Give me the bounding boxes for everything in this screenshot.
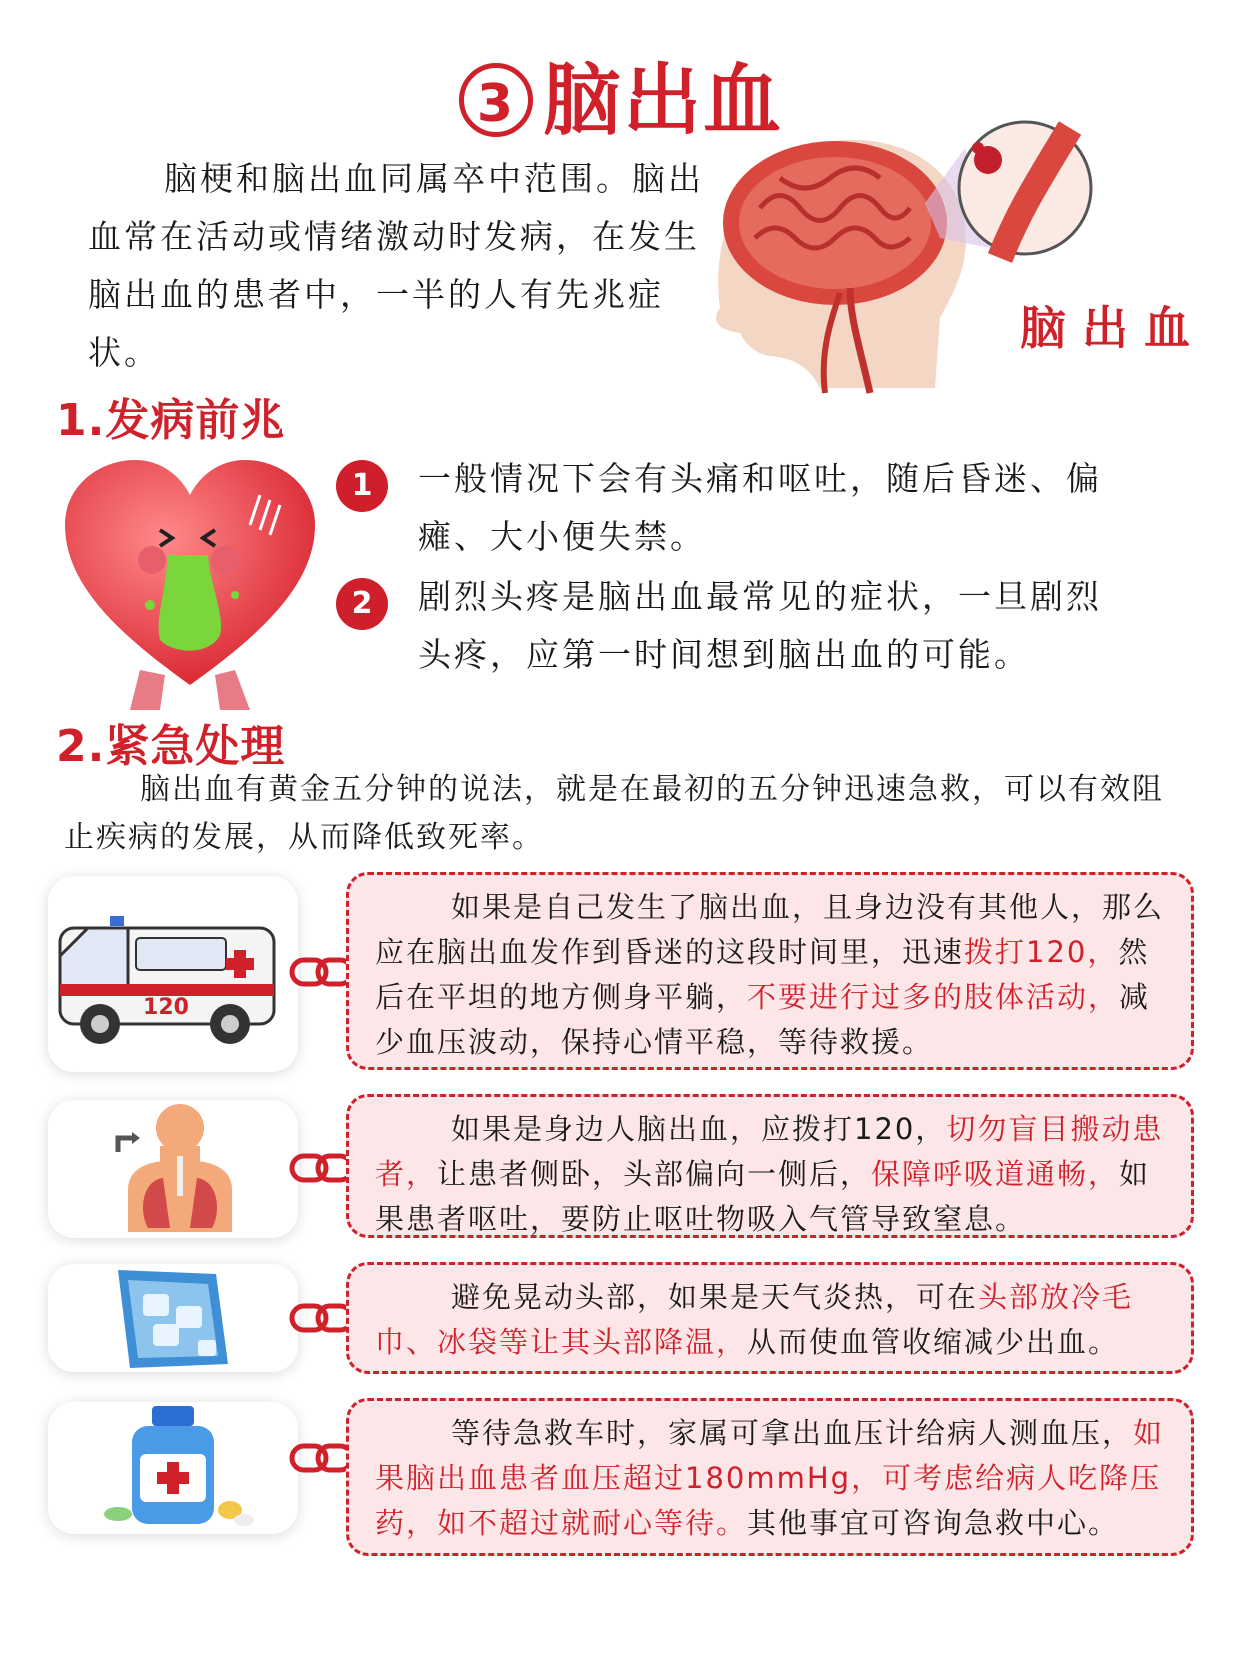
symptom-item-2: [336, 568, 1136, 684]
action-text-part: 减少血压波动，保持心情平稳，等待救援。: [375, 980, 1151, 1059]
ambulance-card: [48, 876, 298, 1072]
airway-lungs-icon: [48, 1100, 298, 1238]
action-box-1: [346, 872, 1194, 1070]
action-text-highlight: 如果脑出血患者血压超过180mmHg，可考虑给病人吃降压药，如不超过就耐心等待。: [375, 1416, 1165, 1540]
ambulance-icon: [48, 876, 298, 1072]
action-text-part: 如果是身边人脑出血，应拨打120，: [451, 1112, 947, 1146]
action-text-highlight: 保障呼吸道通畅，: [871, 1157, 1120, 1191]
intro-paragraph: 脑梗和脑出血同属卒中范围。脑出血常在活动或情绪激动时发病，在发生脑出血的患者中，一半的人有先兆症状。: [88, 159, 704, 372]
action-box-3: [346, 1262, 1194, 1374]
action-text-part: 其他事宜可咨询急救中心。: [747, 1506, 1120, 1540]
title-number-badge: 3: [459, 63, 533, 137]
symptom-number-badge: 2: [336, 578, 388, 630]
section2-intro: 脑出血有黄金五分钟的说法，就是在最初的五分钟迅速急救，可以有效阻止疾病的发展，从而降低致死率。: [64, 772, 1164, 855]
action-text-highlight: 不要进行过多的肢体活动，: [747, 980, 1120, 1014]
symptom-item-1: [336, 450, 1136, 566]
symptom-text: 剧烈头疼是脑出血最常见的症状，一旦剧烈头疼，应第一时间想到脑出血的可能。: [418, 577, 1102, 674]
action-box-2: [346, 1094, 1194, 1238]
action-box-4: [346, 1398, 1194, 1556]
ice-bag-card: [48, 1264, 298, 1372]
action-text-part: 避免晃动头部，如果是天气炎热，可在: [451, 1280, 979, 1314]
vomiting-heart-icon: [60, 455, 320, 715]
brain-illustration-label: 脑出血: [1020, 301, 1206, 355]
title-text: 脑出血: [542, 56, 783, 146]
action-text-part: 如果是自己发生了脑出血，且身边没有其他人，那么应在脑出血发作到昏迷的这段时间里，迅速: [375, 890, 1165, 969]
symptom-text: 一般情况下会有头痛和呕吐，随后昏迷、偏瘫、大小便失禁。: [418, 459, 1102, 556]
action-text-highlight: 切勿盲目搬动患者，: [375, 1112, 1164, 1191]
action-text-part: 让患者侧卧，头部偏向一侧后，: [437, 1157, 872, 1191]
section2-heading: 2.紧急处理: [56, 721, 286, 772]
action-text-part: 如果患者呕吐，要防止呕吐物吸入气管导致窒息。: [375, 1157, 1151, 1236]
action-text-highlight: 拨打120，: [964, 935, 1119, 969]
ambulance-number: 120: [143, 995, 189, 1020]
action-text-part: 等待急救车时，家属可拿出血压计给病人测血压，: [451, 1416, 1134, 1450]
medicine-bottle-icon: [48, 1402, 298, 1534]
medicine-card: [48, 1402, 298, 1534]
section1-heading: 1.发病前兆: [56, 395, 286, 446]
action-text-part: 然后在平坦的地方侧身平躺，: [375, 935, 1150, 1014]
airway-card: [48, 1100, 298, 1238]
action-text-highlight: 头部放冷毛巾、冰袋等让其头部降温，: [375, 1280, 1134, 1359]
symptom-number-badge: 1: [336, 460, 388, 512]
action-text-part: 从而使血管收缩减少出血。: [747, 1325, 1120, 1359]
ice-bag-icon: [48, 1264, 298, 1372]
